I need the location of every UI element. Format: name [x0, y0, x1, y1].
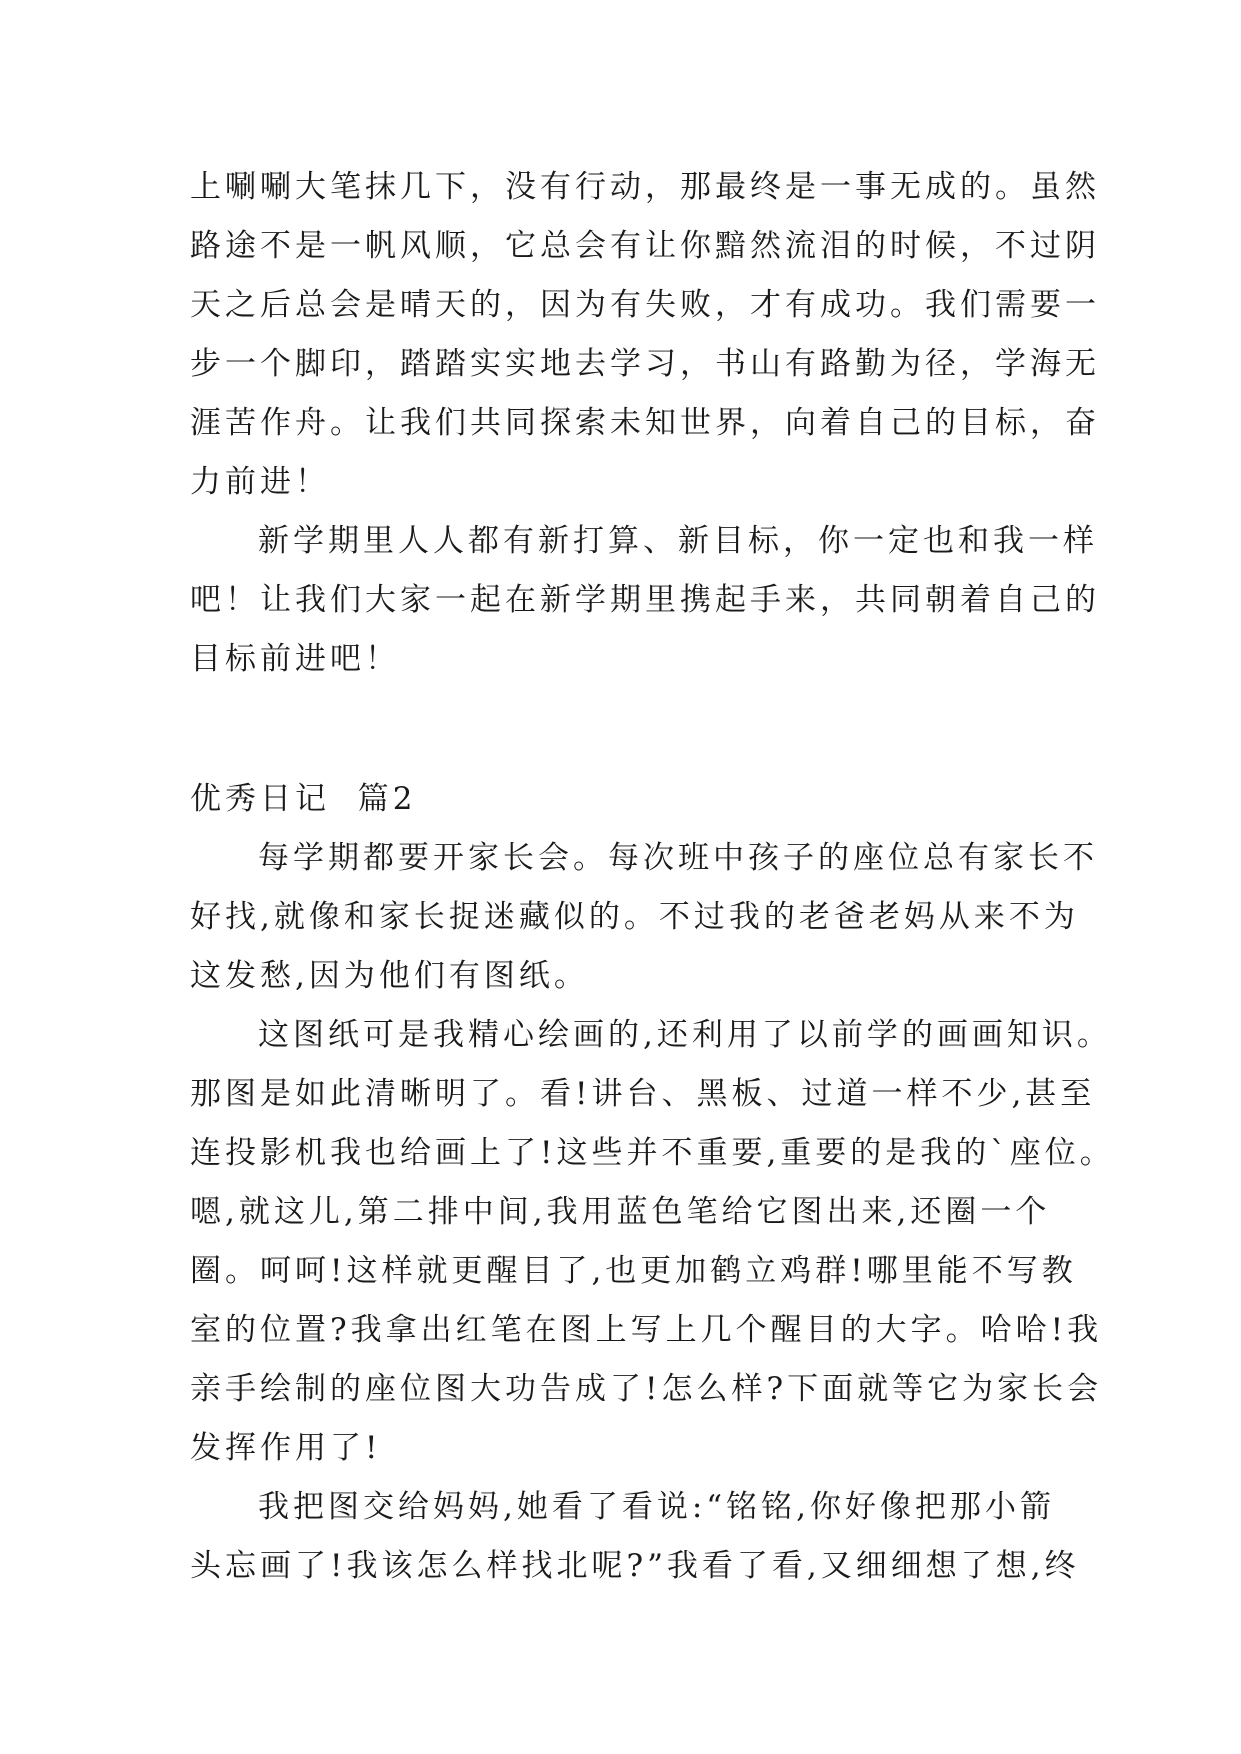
paragraph-2	[190, 512, 1100, 689]
text-line: 涯苦作舟。让我们共同探索未知世界，向着自己的目标，奋	[190, 405, 1100, 441]
text-line: 路途不是一帆风顺，它总会有让你黯然流泪的时候，不过阴	[190, 228, 1100, 264]
text-line: 亲手绘制的座位图大功告成了!怎么样?下面就等它为家长会	[190, 1371, 1103, 1407]
text-line: 这发愁,因为他们有图纸。	[190, 958, 589, 994]
text-line: 发挥作用了!	[190, 1430, 382, 1466]
text-line: 头忘画了!我该怎么样找北呢?”我看了看,又细细想了想,终	[190, 1548, 1080, 1584]
text-line: 每学期都要开家长会。每次班中孩子的座位总有家长不	[258, 840, 1098, 876]
text-line: 我把图交给妈妈,她看了看说:“铭铭,你好像把那小箭	[258, 1489, 1055, 1525]
text-line: 目标前进吧！	[190, 641, 400, 677]
text-line: 步一个脚印，踏踏实实地去学习，书山有路勤为径，学海无	[190, 346, 1100, 382]
text-line: 嗯,就这儿,第二排中间,我用蓝色笔给它图出来,还圈一个	[190, 1194, 1051, 1230]
text-line: 好找,就像和家长捉迷藏似的。不过我的老爸老妈从来不为	[190, 899, 1079, 935]
text-line: 连投影机我也给画上了!这些并不重要,重要的是我的`座位。	[190, 1135, 1115, 1171]
text-line: 新学期里人人都有新打算、新目标，你一定也和我一样	[258, 523, 1098, 559]
text-line: 力前进！	[190, 464, 330, 500]
document-body	[190, 158, 1115, 1596]
section-title: 优秀日记 篇2	[190, 781, 417, 817]
text-line: 天之后总会是晴天的，因为有失败，才有成功。我们需要一	[190, 287, 1100, 323]
paragraph-1	[190, 158, 1100, 512]
text-line: 这图纸可是我精心绘画的,还利用了以前学的画画知识。	[258, 1017, 1112, 1053]
text-line: 圈。呵呵!这样就更醒目了,也更加鹤立鸡群!哪里能不写教	[190, 1253, 1077, 1289]
text-line: 那图是如此清晰明了。看!讲台、黑板、过道一样不少,甚至	[190, 1076, 1096, 1112]
paragraph-4	[190, 1006, 1115, 1478]
paragraph-5	[190, 1478, 1080, 1596]
text-line: 室的位置?我拿出红笔在图上写上几个醒目的大字。哈哈!我	[190, 1312, 1103, 1348]
text-line: 吧！让我们大家一起在新学期里携起手来，共同朝着自己的	[190, 582, 1100, 618]
section-gap	[190, 689, 1070, 770]
paragraph-3	[190, 829, 1098, 1006]
text-line: 上唰唰大笔抹几下，没有行动，那最终是一事无成的。虽然	[190, 169, 1100, 205]
